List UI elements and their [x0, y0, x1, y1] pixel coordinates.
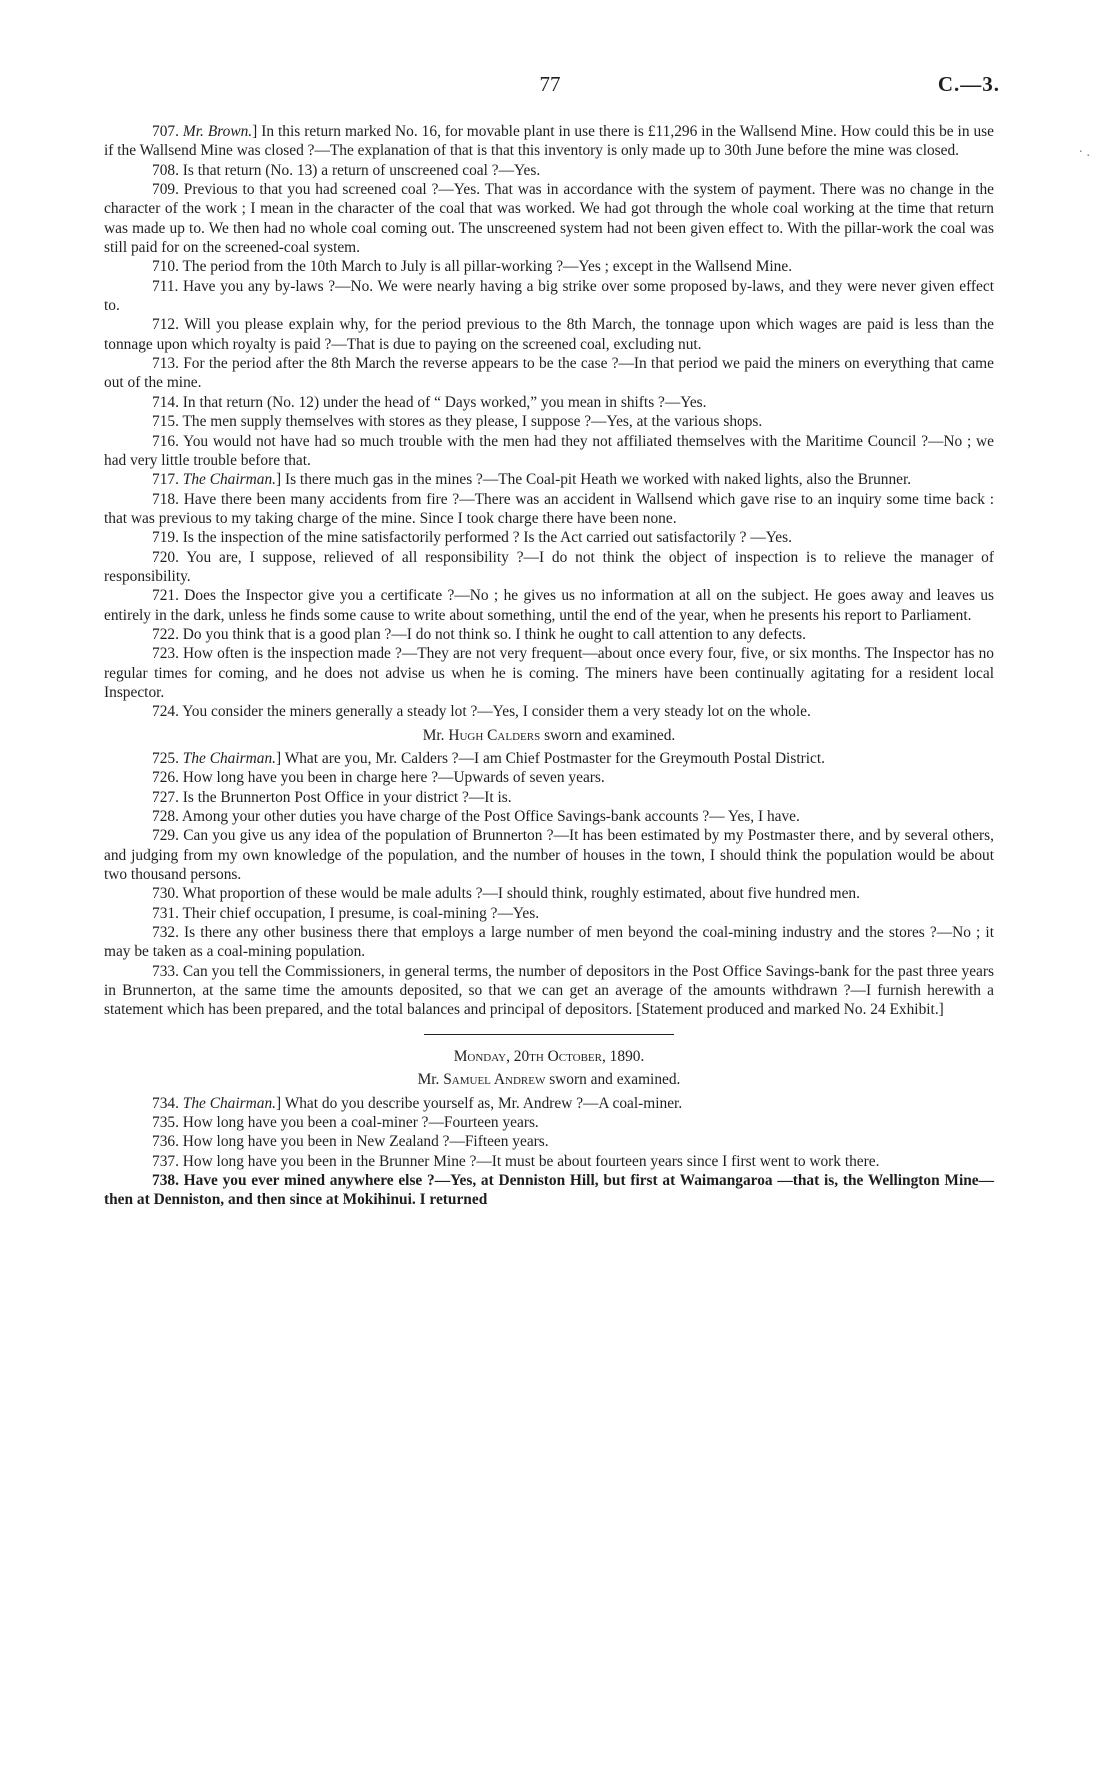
- question-paragraph: 719. Is the inspection of the mine satisfactorily performed ? Is the Act carried out satisfactorily ? —Yes.: [152, 529, 792, 547]
- question-paragraph: 720. You are, I suppose, relieved of all responsibility ?—I do not think the object of inspection is to relieve the manager of responsibility.: [104, 548, 994, 585]
- question-paragraph: 738. Have you ever mined anywhere else ?—Yes, at Denniston Hill, but first at Waimangaroa —that is, the Wellington Mine—then at Denniston, and then since at Mokihinui. I returned: [104, 1171, 994, 1209]
- speaker-name: The Chairman.: [182, 750, 276, 767]
- question-paragraph: 723. How often is the inspection made ?—They are not very frequent—about once every four, five, or six months. The Inspector has no regular times for coming, and he does not advise us when he is coming. The miners have been continually agitating for a resident local Inspector.: [104, 645, 994, 701]
- question-paragraph: 729. Can you give us any idea of the population of Brunnerton ?—It has been estimated by my Postmaster there, and by several others, and judging from my own knowledge of the population, and the number of houses in the town, I should think the population would be about two thousand persons.: [104, 827, 994, 884]
- question-paragraph: 731. Their chief occupation, I presume, is coal-mining ?—Yes.: [152, 904, 540, 922]
- question-text: ] What do you describe yourself as, Mr. Andrew ?—A coal-miner.: [276, 1094, 683, 1112]
- date-heading: Monday, 20th October, 1890.: [453, 1047, 645, 1065]
- question-paragraph: 722. Do you think that is a good plan ?—I do not think so. I think he ought to call attention to any defects.: [152, 625, 806, 643]
- question-text: ] What are you, Mr. Calders ?—I am Chief Postmaster for the Greymouth Postal District.: [276, 750, 825, 767]
- witness-suffix: sworn and examined.: [545, 1071, 681, 1089]
- question-paragraph: 708. Is that return (No. 13) a return of unscreened coal ?—Yes.: [152, 161, 541, 179]
- witness-heading-andrew: [104, 1070, 994, 1089]
- page-number: 77: [539, 72, 561, 96]
- question-paragraph: 737. How long have you been in the Brunner Mine ?—It must be about fourteen years since I first went to work there.: [152, 1152, 880, 1170]
- document-reference: C.—3.: [937, 72, 1000, 96]
- question-paragraph: [104, 470, 994, 489]
- margin-mark: · .: [1078, 145, 1090, 160]
- section-evidence-continued: [104, 122, 994, 722]
- question-number: 717.: [152, 471, 183, 489]
- question-paragraph: 730. What proportion of these would be male adults ?—I should think, roughly estimated, about five hundred men.: [152, 885, 860, 903]
- question-paragraph: 714. In that return (No. 12) under the head of “ Days worked,” you mean in shifts ?—Yes.: [152, 393, 707, 411]
- question-paragraph: 721. Does the Inspector give you a certificate ?—No ; he gives us no information at all on the subject. He goes away and leaves us entirely in the dark, unless he finds some cause to write about something, until the end of the year, when he presents his report to Parliament.: [104, 587, 994, 624]
- question-paragraph: 710. The period from the 10th March to July is all pillar-working ?—Yes ; except in the Wallsend Mine.: [152, 258, 793, 276]
- body-text: [104, 122, 994, 1210]
- question-text: ] Is there much gas in the mines ?—The Coal-pit Heath we worked with naked lights, also the Brunner.: [276, 471, 912, 489]
- question-paragraph: 724. You consider the miners generally a steady lot ?—Yes, I consider them a very steady lot on the whole.: [152, 703, 811, 721]
- witness-prefix: Mr.: [417, 1071, 444, 1089]
- speaker-name: The Chairman.: [182, 471, 276, 489]
- question-number: 707.: [152, 123, 183, 140]
- question-paragraph: 735. How long have you been a coal-miner ?—Fourteen years.: [152, 1113, 539, 1131]
- witness-name: Samuel Andrew: [443, 1071, 546, 1089]
- question-paragraph: 709. Previous to that you had screened coal ?—Yes. That was in accordance with the system of payment. There was no change in the character of the work ; I mean in the character of the coal that was worked. We had got through the whole coal working at the time that return was made up to. We then had no whole coal coming out. The unscreened system had not been given effect to. With the pillar-work the coal was still paid for on the screened-coal system.: [104, 181, 994, 257]
- question-paragraph: 718. Have there been many accidents from fire ?—There was an accident in Wallsend which gave rise to an inquiry some time back : that was previous to my taking charge of the mine. Since I took charge there have been none.: [104, 490, 994, 527]
- question-paragraph: 716. You would not have had so much trouble with the men had they not affiliated themselves with the Maritime Council ?—No ; we had very little trouble before that.: [104, 432, 994, 469]
- witness-prefix: Mr.: [422, 726, 449, 744]
- question-paragraph: 712. Will you please explain why, for the period previous to the 8th March, the tonnage upon which wages are paid is less than the tonnage upon which royalty is paid ?—That is due to paying on the screened coal, excluding nut.: [104, 316, 994, 353]
- question-text: ] In this return marked No. 16, for movable plant in use there is £11,296 in the Wallsend Mine. How could this be in use if the Wallsend Mine was closed ?—The explanation of that is that this inventory is only made up to 30th June before the mine was closed.: [104, 123, 995, 160]
- question-number: 734.: [152, 1094, 183, 1112]
- witness-suffix: sworn and examined.: [540, 726, 676, 744]
- question-paragraph: 736. How long have you been in New Zealand ?—Fifteen years.: [152, 1133, 549, 1151]
- question-paragraph: 715. The men supply themselves with stores as they please, I suppose ?—Yes, at the various shops.: [152, 413, 763, 431]
- section-divider: [424, 1034, 674, 1035]
- question-paragraph: [104, 749, 994, 768]
- question-paragraph: [104, 122, 994, 161]
- section-andrew-evidence: [104, 1094, 994, 1210]
- question-paragraph: 733. Can you tell the Commissioners, in general terms, the number of depositors in the Post Office Savings-bank for the past three years in Brunnerton, at the same time the amounts deposited, so that we can get an average of the amounts withdrawn ?—I furnish herewith a statement which has been prepared, and the total balances and principal of depositors. [Statement produced and marked No. 24 Exhibit.]: [104, 962, 994, 1019]
- question-paragraph: 713. For the period after the 8th March the reverse appears to be the case ?—In that period we paid the miners on everything that came out of the mine.: [104, 355, 994, 392]
- question-paragraph: 732. Is there any other business there that employs a large number of men beyond the coal-mining industry and the stores ?—No ; it may be taken as a coal-mining population.: [104, 924, 994, 961]
- question-paragraph: 728. Among your other duties you have charge of the Post Office Savings-bank accounts ?— Yes, I have.: [152, 808, 800, 826]
- question-paragraph: 727. Is the Brunnerton Post Office in your district ?—It is.: [152, 788, 512, 806]
- question-paragraph: 726. How long have you been in charge here ?—Upwards of seven years.: [152, 769, 605, 787]
- section-calders-evidence: [104, 749, 994, 1020]
- page-header: [100, 72, 1000, 102]
- speaker-name: The Chairman.: [182, 1094, 276, 1112]
- question-paragraph: [104, 1094, 994, 1113]
- witness-name: Hugh Calders: [448, 726, 541, 744]
- witness-heading-calders: [104, 726, 994, 745]
- question-number: 725.: [152, 750, 183, 767]
- question-paragraph: 711. Have you any by-laws ?—No. We were nearly having a big strike over some proposed by-laws, and they were never given effect to.: [104, 277, 994, 315]
- speaker-name: Mr. Brown.: [182, 123, 253, 140]
